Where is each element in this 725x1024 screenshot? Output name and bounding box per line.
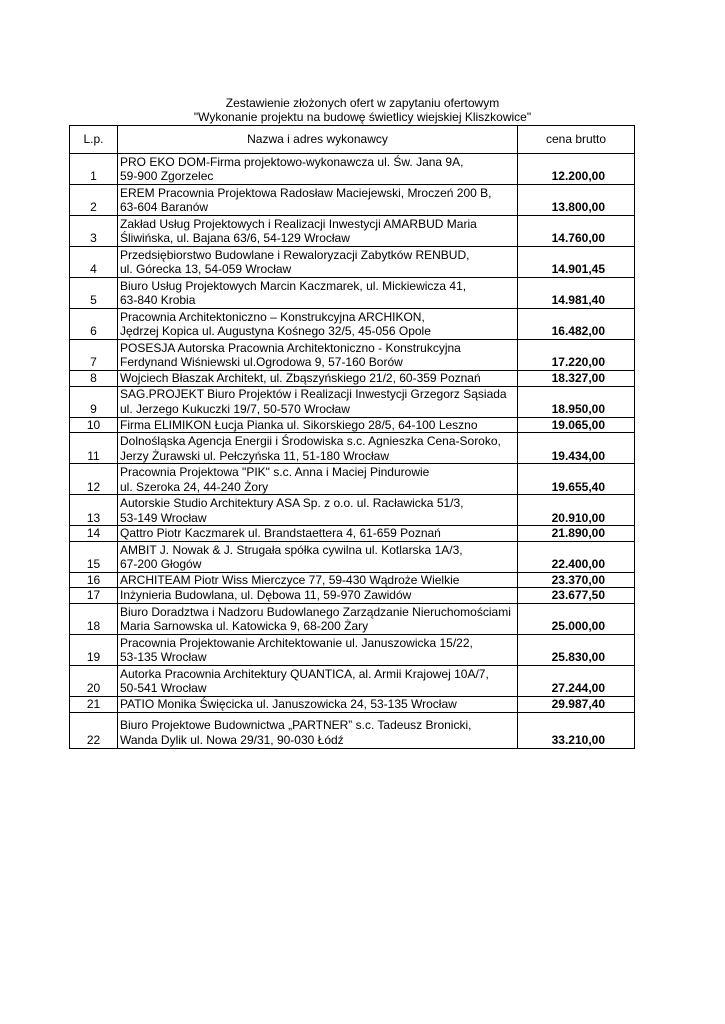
contractor-cell	[118, 386, 518, 417]
contractor-name-line: ARCHITEAM Piotr Wiss Mierczyce 77, 59-430 Wądroże Wielkie	[120, 572, 460, 587]
table-row	[70, 526, 635, 542]
contractor-cell	[118, 495, 518, 526]
contractor-name-line: Biuro Projektowe Budownictwa „PARTNER” s.c. Tadeusz Bronicki,	[120, 718, 472, 733]
contractor-address-line: Jerzy Żurawski ul. Pełczyńska 11, 51-180 Wrocław	[120, 448, 389, 463]
contractor-address-line: ul. Jerzego Kukuczki 19/7, 50-570 Wrocław	[120, 402, 350, 416]
price-cell: 29.987,40	[518, 696, 635, 712]
price-cell: 22.400,00	[518, 541, 635, 572]
price-cell: 25.830,00	[518, 634, 635, 665]
contractor-cell	[118, 309, 518, 340]
table-row	[70, 371, 635, 387]
price-cell: 25.000,00	[518, 603, 635, 634]
contractor-name-line: Firma ELIMIKON Łucja Pianka ul. Sikorskiego 28/5, 64-100 Leszno	[120, 417, 478, 432]
row-number: 17	[70, 588, 118, 604]
price-cell: 17.220,00	[518, 340, 635, 371]
price-cell: 21.890,00	[518, 526, 635, 542]
contractor-address-line: Jędrzej Kopica ul. Augustyna Kośnego 32/5, 45-056 Opole	[120, 324, 431, 339]
contractor-cell	[118, 216, 518, 247]
row-number: 7	[70, 340, 118, 371]
contractor-address-line: ul. Szeroka 24, 44-240 Żory	[120, 479, 269, 494]
row-number: 2	[70, 185, 118, 216]
header-lp: L.p.	[70, 126, 118, 154]
contractor-address-line: 63-840 Krobia	[120, 293, 196, 308]
contractor-cell	[118, 588, 518, 604]
price-cell: 18.327,00	[518, 371, 635, 387]
table-row	[70, 417, 635, 433]
table-row	[70, 634, 635, 665]
row-number: 20	[70, 665, 118, 696]
table-row	[70, 154, 635, 185]
contractor-name-line: Qattro Piotr Kaczmarek ul. Brandstaettera 4, 61-659 Poznań	[120, 526, 441, 541]
offers-table	[69, 125, 635, 749]
table-row	[70, 247, 635, 278]
contractor-address-line: Ferdynand Wiśniewski ul.Ogrodowa 9, 57-160 Borów	[120, 355, 403, 370]
contractor-address-line: 53-135 Wrocław	[120, 650, 207, 665]
contractor-cell	[118, 185, 518, 216]
table-row	[70, 541, 635, 572]
table-row	[70, 464, 635, 495]
table-row	[70, 340, 635, 371]
contractor-address-line: Śliwińska, ul. Bajana 63/6, 54-129 Wrocław	[120, 231, 350, 246]
row-number: 21	[70, 696, 118, 712]
row-number: 16	[70, 572, 118, 588]
table-body	[70, 154, 635, 749]
row-number: 22	[70, 712, 118, 748]
table-header-row	[70, 126, 635, 154]
price-cell: 18.950,00	[518, 386, 635, 417]
contractor-cell	[118, 696, 518, 712]
price-cell: 27.244,00	[518, 665, 635, 696]
row-number: 9	[70, 386, 118, 417]
table-row	[70, 309, 635, 340]
row-number: 14	[70, 526, 118, 542]
contractor-name-line: Przedsiębiorstwo Budowlane i Rewaloryzacji Zabytków RENBUD,	[120, 247, 470, 262]
document-title: Zestawienie złożonych ofert w zapytaniu ofertowym	[225, 96, 500, 110]
contractor-name-line: EREM Pracownia Projektowa Radosław Maciejewski, Mroczeń 200 B,	[120, 185, 492, 200]
row-number: 18	[70, 603, 118, 634]
table-row	[70, 495, 635, 526]
contractor-name-line: Wojciech Błaszak Architekt, ul. Zbąszyńskiego 21/2, 60-359 Poznań	[120, 371, 481, 385]
price-cell: 19.434,00	[518, 433, 635, 464]
table-row	[70, 588, 635, 604]
price-cell: 23.677,50	[518, 588, 635, 604]
header-name: Nazwa i adres wykonawcy	[118, 126, 518, 154]
price-cell: 12.200,00	[518, 154, 635, 185]
contractor-name-line: Zakład Usług Projektowych i Realizacji Inwestycji AMARBUD Maria	[120, 216, 477, 231]
contractor-cell	[118, 278, 518, 309]
price-cell: 33.210,00	[518, 712, 635, 748]
contractor-cell	[118, 340, 518, 371]
contractor-cell	[118, 247, 518, 278]
price-cell: 14.981,40	[518, 278, 635, 309]
row-number: 6	[70, 309, 118, 340]
contractor-cell	[118, 371, 518, 387]
row-number: 8	[70, 371, 118, 387]
contractor-cell	[118, 417, 518, 433]
contractor-name-line: PATIO Monika Święcicka ul. Januszowicka 24, 53-135 Wrocław	[120, 696, 457, 711]
table-row	[70, 603, 635, 634]
table-row	[70, 216, 635, 247]
contractor-address-line: 50-541 Wrocław	[120, 681, 207, 696]
row-number: 10	[70, 417, 118, 433]
table-row	[70, 696, 635, 712]
contractor-cell	[118, 464, 518, 495]
contractor-name-line: Dolnośląska Agencja Energii i Środowiska s.c. Agnieszka Cena-Soroko,	[120, 434, 501, 448]
table-row	[70, 185, 635, 216]
contractor-name-line: Pracownia Projektowa "PIK" s.c. Anna i Maciej Pindurowie	[120, 465, 430, 479]
contractor-address-line: Maria Sarnowska ul. Katowicka 9, 68-200 Żary	[120, 619, 369, 634]
table-row	[70, 278, 635, 309]
price-cell: 20.910,00	[518, 495, 635, 526]
contractor-address-line: Wanda Dylik ul. Nowa 29/31, 90-030 Łódź	[120, 732, 344, 747]
price-cell: 23.370,00	[518, 572, 635, 588]
contractor-name-line: SAG.PROJEKT Biuro Projektów i Realizacji Inwestycji Grzegorz Sąsiada	[120, 387, 507, 402]
contractor-name-line: Biuro Usług Projektowych Marcin Kaczmarek, ul. Mickiewicza 41,	[120, 278, 467, 293]
contractor-cell	[118, 572, 518, 588]
price-cell: 14.901,45	[518, 247, 635, 278]
contractor-name-line: Pracownia Projektowanie Architektowanie ul. Januszowicka 15/22,	[120, 635, 473, 650]
row-number: 3	[70, 216, 118, 247]
row-number: 19	[70, 634, 118, 665]
contractor-cell	[118, 154, 518, 185]
contractor-cell	[118, 665, 518, 696]
document-subtitle: "Wykonanie projektu na budowę świetlicy wiejskiej Kliszkowice"	[193, 110, 532, 124]
contractor-name-line: Inżynieria Budowlana, ul. Dębowa 11, 59-970 Zawidów	[120, 588, 412, 603]
table-row	[70, 386, 635, 417]
price-cell: 19.655,40	[518, 464, 635, 495]
contractor-address-line: 59-900 Zgorzelec	[120, 169, 214, 184]
price-cell: 19.065,00	[518, 417, 635, 433]
header-price: cena brutto	[518, 126, 635, 154]
contractor-name-line: Pracownia Architektoniczno – Konstrukcyjna ARCHIKON,	[120, 309, 425, 324]
contractor-cell	[118, 541, 518, 572]
contractor-cell	[118, 603, 518, 634]
contractor-name-line: AMBIT J. Nowak & J. Strugała spółka cywilna ul. Kotlarska 1A/3,	[120, 542, 463, 557]
price-cell: 16.482,00	[518, 309, 635, 340]
price-cell: 14.760,00	[518, 216, 635, 247]
contractor-address-line: ul. Górecka 13, 54-059 Wrocław	[120, 262, 292, 277]
contractor-address-line: 67-200 Głogów	[120, 557, 202, 572]
row-number: 5	[70, 278, 118, 309]
contractor-name-line: PRO EKO DOM-Firma projektowo-wykonawcza ul. Św. Jana 9A,	[120, 154, 464, 169]
price-cell: 13.800,00	[518, 185, 635, 216]
contractor-address-line: 63-604 Baranów	[120, 200, 209, 215]
table-row	[70, 665, 635, 696]
row-number: 12	[70, 464, 118, 495]
contractor-cell	[118, 526, 518, 542]
contractor-cell	[118, 634, 518, 665]
row-number: 15	[70, 541, 118, 572]
table-row	[70, 572, 635, 588]
row-number: 4	[70, 247, 118, 278]
contractor-name-line: Biuro Doradztwa i Nadzoru Budowlanego Zarządzanie Nieruchomościami	[120, 604, 511, 619]
row-number: 13	[70, 495, 118, 526]
table-row	[70, 433, 635, 464]
contractor-name-line: POSESJA Autorska Pracownia Architektoniczno - Konstrukcyjna	[120, 340, 461, 355]
row-number: 11	[70, 433, 118, 464]
row-number: 1	[70, 154, 118, 185]
contractor-cell	[118, 433, 518, 464]
contractor-cell	[118, 712, 518, 748]
contractor-name-line: Autorka Pracownia Architektury QUANTICA, al. Armii Krajowej 10A/7,	[120, 666, 489, 681]
table-row	[70, 712, 635, 748]
contractor-address-line: 53-149 Wrocław	[120, 510, 207, 525]
contractor-name-line: Autorskie Studio Architektury ASA Sp. z o.o. ul. Racławicka 51/3,	[120, 496, 464, 510]
